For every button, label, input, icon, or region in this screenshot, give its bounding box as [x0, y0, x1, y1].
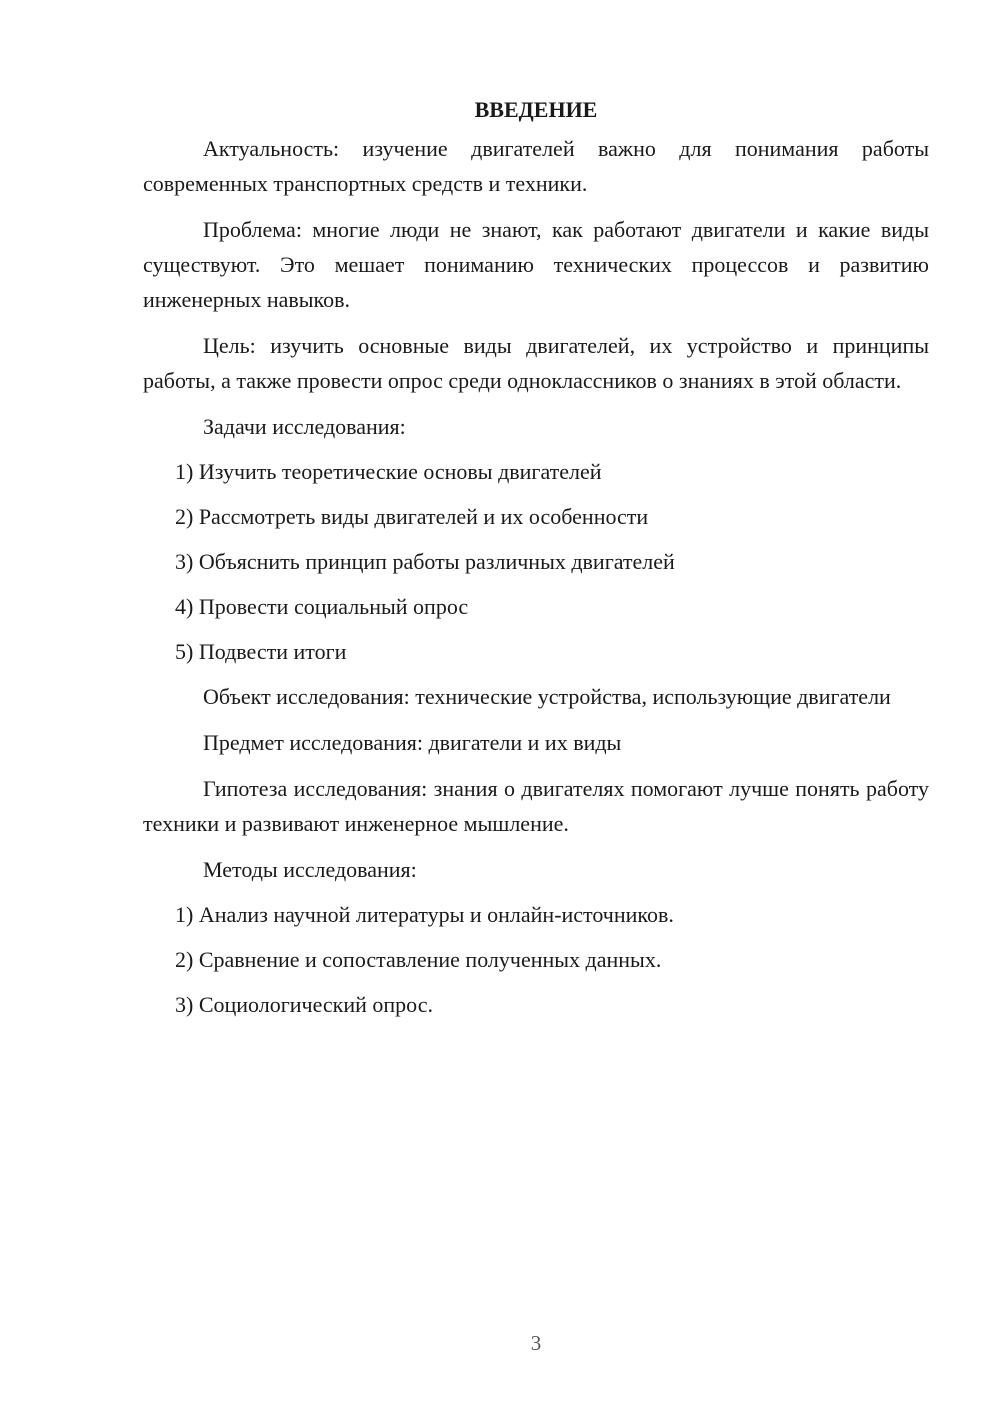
- method-item: 1) Анализ научной литературы и онлайн-источников.: [175, 902, 674, 927]
- method-item: 3) Социологический опрос.: [175, 992, 433, 1017]
- problem-paragraph: Проблема: многие люди не знают, как работают двигатели и какие виды существуют. Это мешает пониманию технических процессов и развитию инженерных навыков.: [143, 217, 929, 312]
- method-item: 2) Сравнение и сопоставление полученных данных.: [175, 947, 662, 972]
- section-title: ВВЕДЕНИЕ: [474, 97, 598, 122]
- page-number: 3: [530, 1331, 542, 1355]
- task-item: 2) Рассмотреть виды двигателей и их особенности: [175, 504, 649, 529]
- task-item: 4) Провести социальный опрос: [175, 594, 469, 619]
- object-paragraph: Объект исследования: технические устройства, использующие двигатели: [203, 684, 891, 709]
- methods-label: Методы исследования:: [203, 857, 417, 882]
- methods-list: [143, 897, 929, 1022]
- relevance-paragraph: Актуальность: изучение двигателей важно для понимания работы современных транспортных средств и техники.: [143, 136, 929, 196]
- task-item: 1) Изучить теоретические основы двигателей: [175, 459, 602, 484]
- hypothesis-paragraph: Гипотеза исследования: знания о двигателях помогают лучше понять работу техники и развивают инженерное мышление.: [143, 776, 929, 836]
- goal-paragraph: Цель: изучить основные виды двигателей, их устройство и принципы работы, а также провести опрос среди одноклассников о знаниях в этой области.: [143, 333, 929, 393]
- subject-paragraph: Предмет исследования: двигатели и их виды: [203, 730, 622, 755]
- task-item: 3) Объяснить принцип работы различных двигателей: [175, 549, 675, 574]
- tasks-list: [143, 454, 929, 669]
- page-content: [143, 92, 929, 1032]
- task-item: 5) Подвести итоги: [175, 639, 347, 664]
- tasks-label: Задачи исследования:: [203, 414, 406, 439]
